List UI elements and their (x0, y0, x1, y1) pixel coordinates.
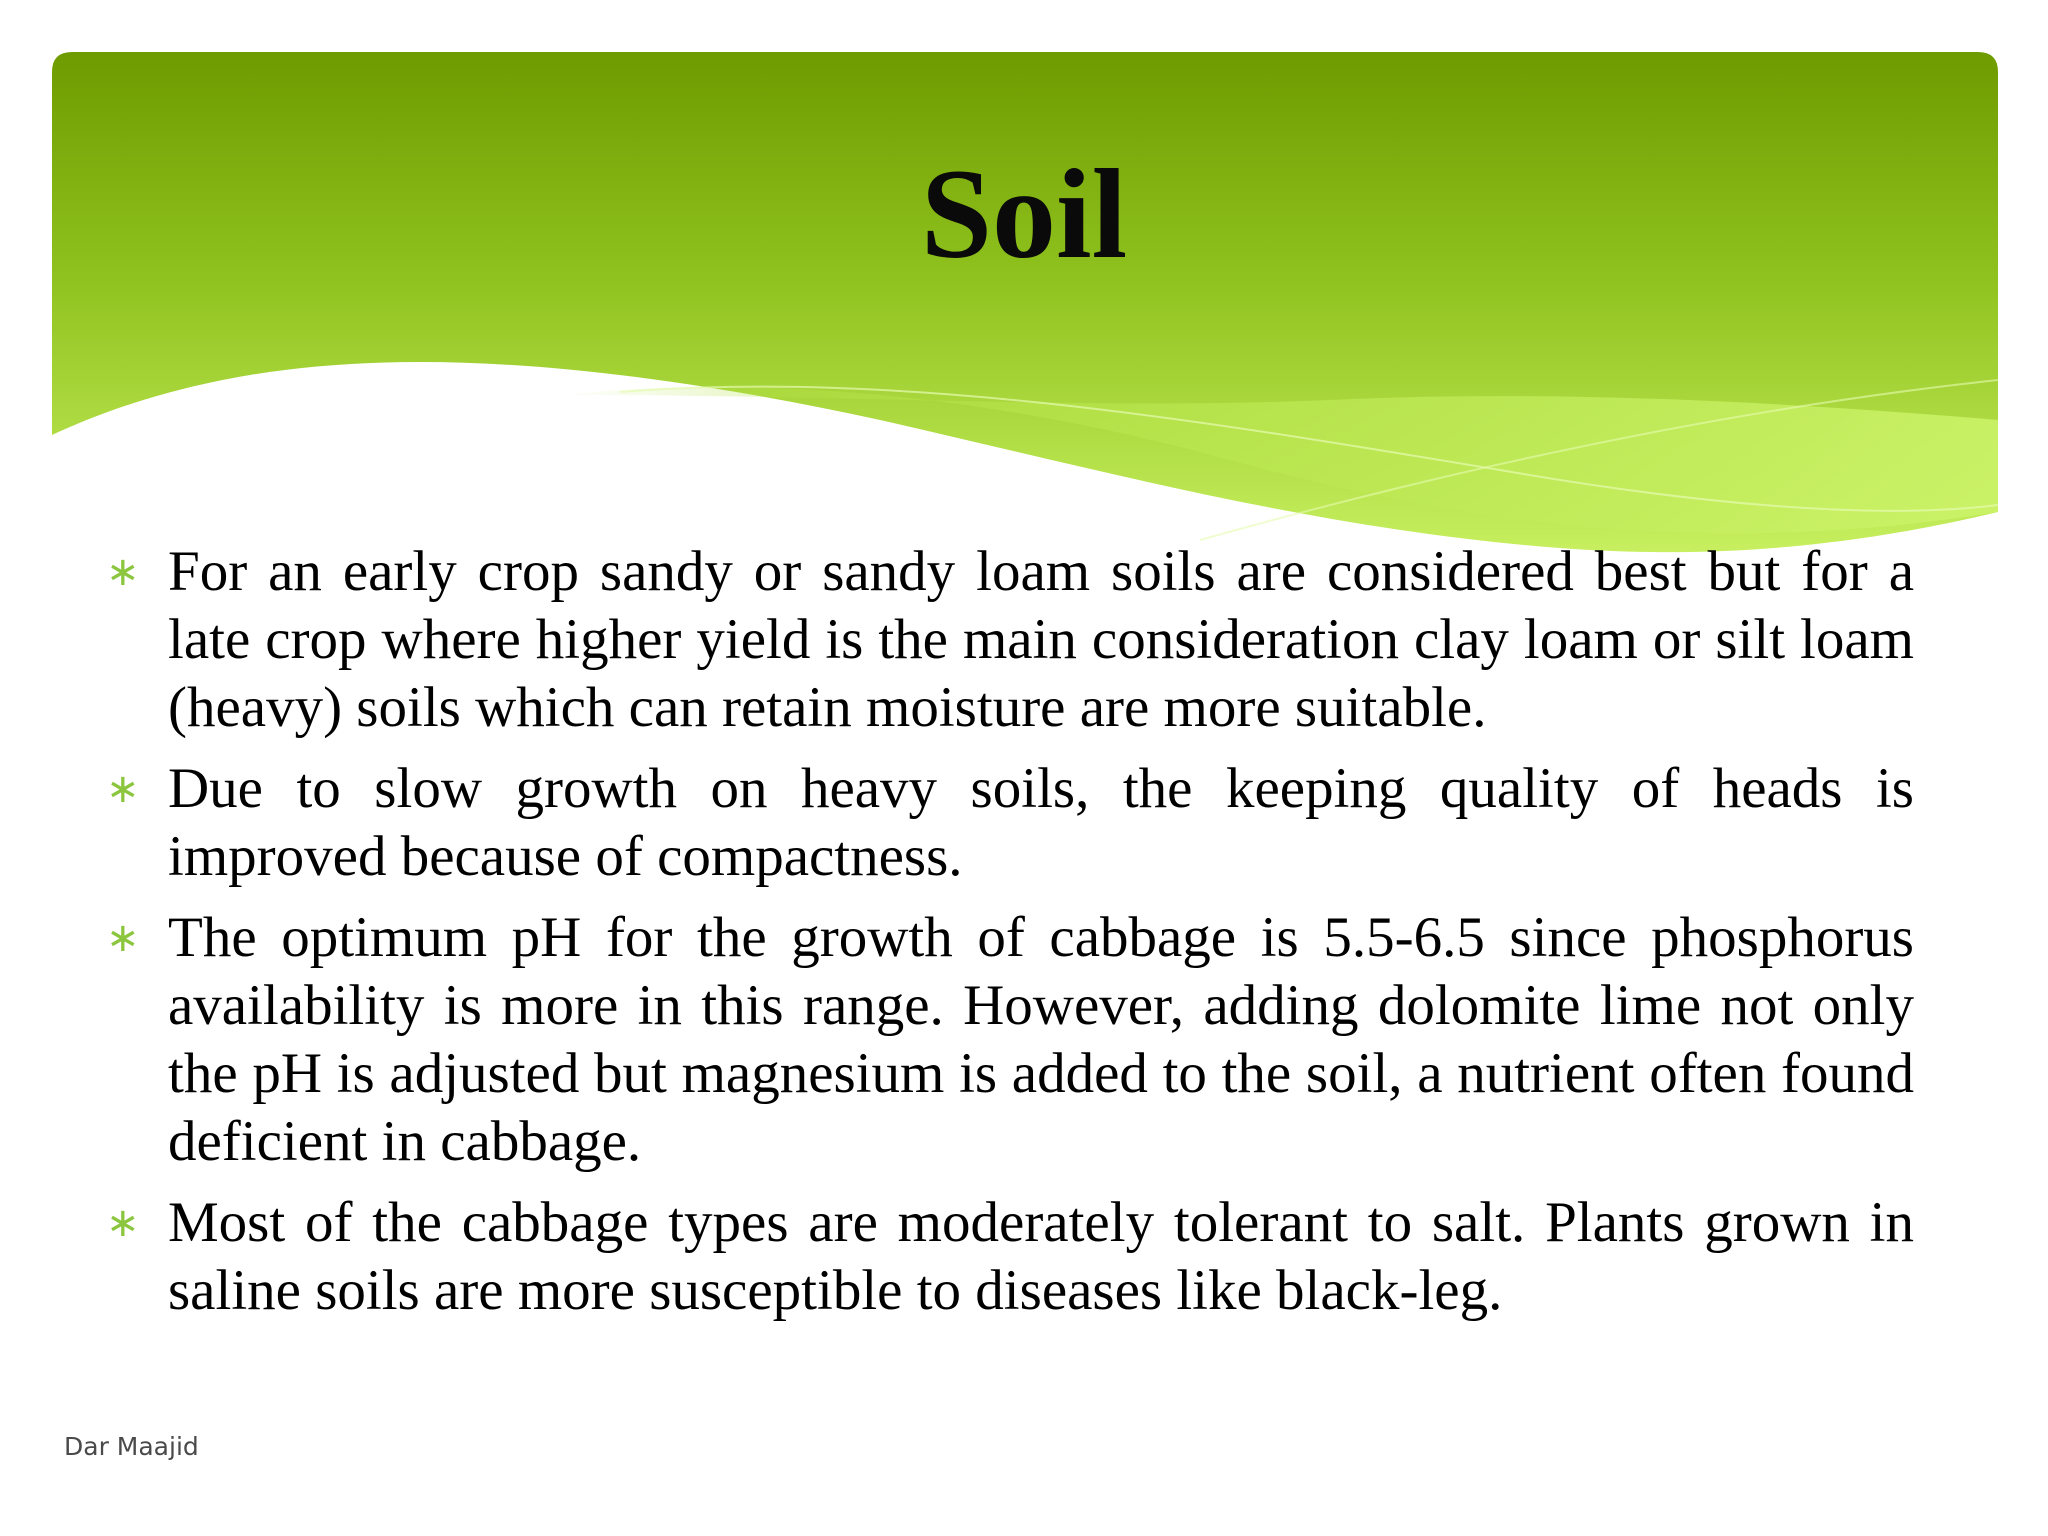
slide-title: Soil (920, 143, 1128, 285)
bullet-text: The optimum pH for the growth of cabbage is 5.5-6.5 since phosphorus availability is more in this range. However, adding dolomite lime not only the pH is adjusted but magnesium is added to the soil, a nutrient often found deficient in cabbage. (168, 906, 1914, 1173)
list-item (104, 904, 1914, 1176)
list-item (104, 1189, 1914, 1325)
bullet-list (104, 538, 1914, 1338)
asterisk-icon: ∗ (106, 549, 140, 595)
bullet-text: Most of the cabbage types are moderately tolerant to salt. Plants grown in saline soils are more susceptible to diseases like black-leg. (168, 1191, 1914, 1322)
asterisk-icon: ∗ (106, 766, 140, 812)
footer-author: Dar Maajid (64, 1432, 199, 1461)
asterisk-icon: ∗ (106, 1200, 140, 1246)
list-item (104, 755, 1914, 891)
bullet-text: For an early crop sandy or sandy loam soils are considered best but for a late crop where higher yield is the main consideration clay loam or silt loam (heavy) soils which can retain moisture are more suitable. (168, 540, 1914, 739)
list-item (104, 538, 1914, 742)
header-banner (0, 0, 2048, 620)
asterisk-icon: ∗ (106, 915, 140, 961)
bullet-text: Due to slow growth on heavy soils, the keeping quality of heads is improved because of compactness. (168, 757, 1914, 888)
